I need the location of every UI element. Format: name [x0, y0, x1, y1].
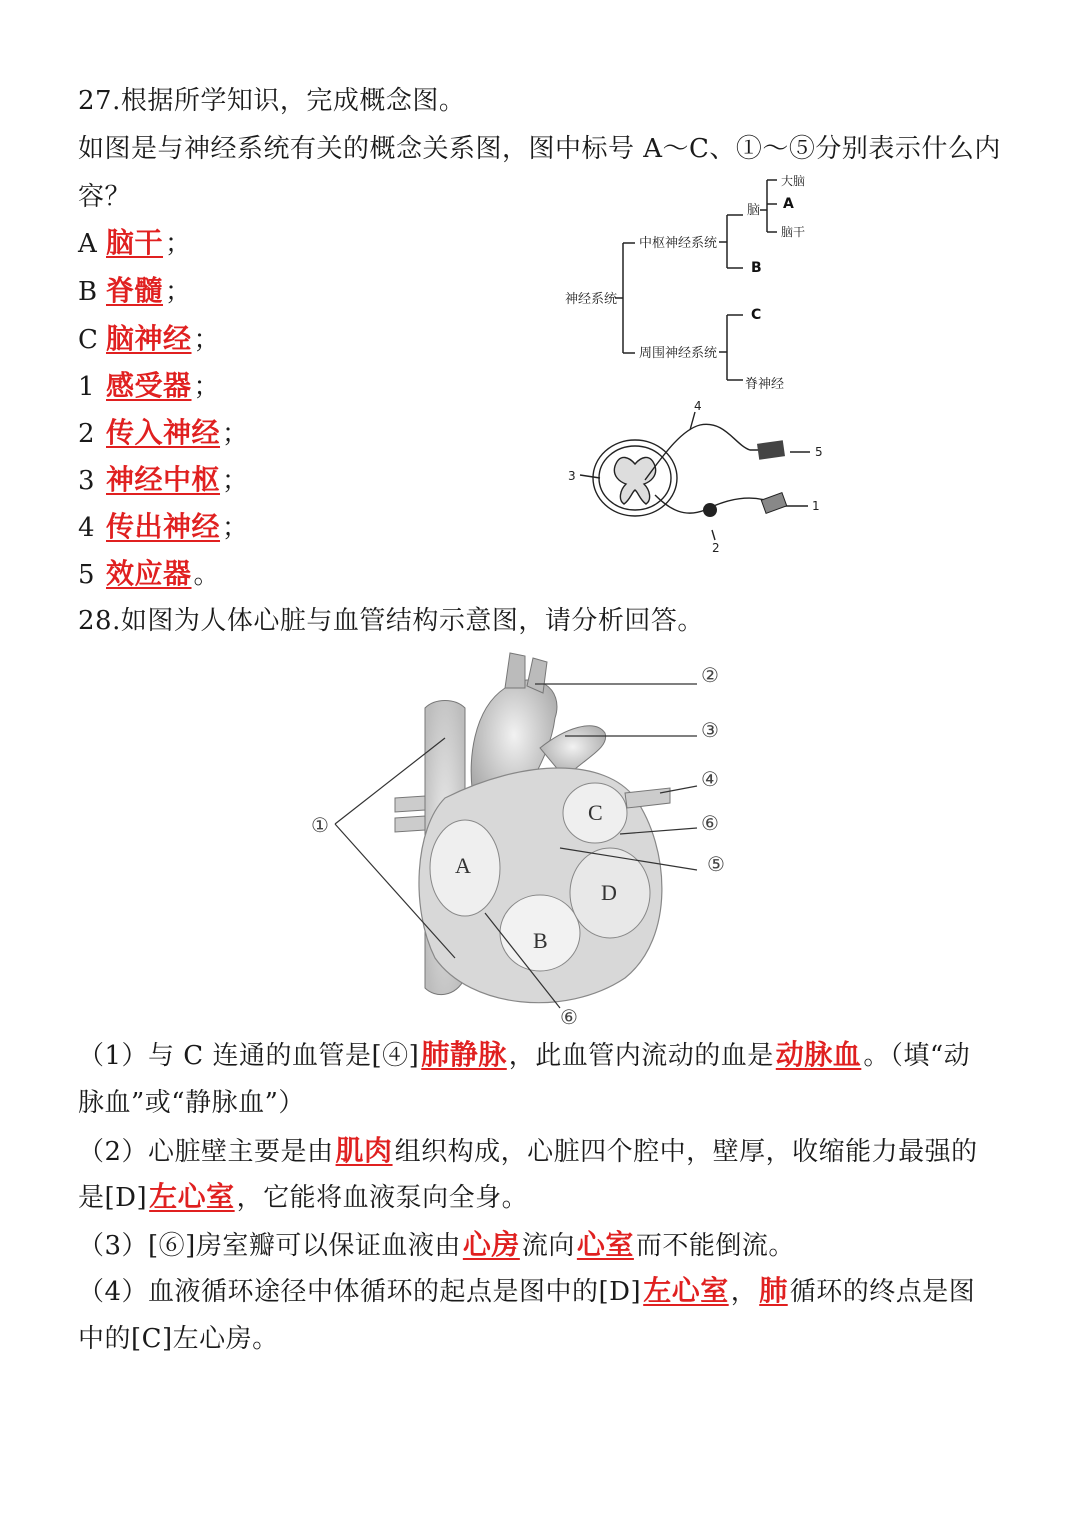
cm-root: 神经系统: [565, 292, 618, 307]
q28-sub3-post: 而不能倒流。: [635, 1231, 795, 1261]
q27-answer-text: 脑神经: [106, 322, 192, 355]
q27-answer-label: B: [78, 277, 98, 307]
q27-answer-row: [78, 463, 249, 498]
q27-answer-row: [78, 416, 249, 451]
q27-answer-text: 传出神经: [106, 510, 221, 543]
heart-chamber-d: D: [601, 880, 617, 905]
q27-answer-text: 效应器: [106, 557, 192, 590]
q27-answer-label: 1: [78, 372, 96, 402]
cm-peripheral: 周围神经系统: [639, 346, 718, 361]
q28-sub3-answer2: 心室: [576, 1228, 634, 1261]
reflex-label-1: 1: [812, 499, 820, 513]
heart-marker-2: ②: [701, 663, 719, 687]
q28-sub1-pre: （1）与 C 连通的血管是[④]: [78, 1041, 420, 1071]
cm-brain: 脑: [747, 203, 761, 218]
q28-sub2-pre: （2）心脏壁主要是由: [78, 1137, 334, 1167]
reflex-arc-diagram: [560, 400, 830, 560]
heart-marker-5: ⑤: [707, 852, 725, 876]
reflex-label-4: 4: [694, 400, 702, 413]
heart-chamber-b: B: [533, 928, 548, 953]
q27-intro-line1: 如图是与神经系统有关的概念关系图，图中标号 A～C、①～⑤分别表示什么内: [78, 134, 1001, 164]
heart-chamber-c: C: [588, 800, 603, 825]
q28-sub4-pre: （4）血液循环途径中体循环的起点是图中的[D]: [78, 1277, 642, 1307]
q28-sub2-mid: 组织构成，心脏四个腔中，壁厚，收缩能力最强的: [394, 1137, 978, 1167]
q28-sub1-line2: 脉血”或“静脉血”）: [78, 1088, 305, 1118]
q28-sub2-answer2: 左心室: [149, 1180, 235, 1213]
q27-answer-row: [78, 369, 220, 404]
q27-answer-label: C: [78, 325, 99, 355]
reflex-label-5: 5: [815, 445, 823, 459]
q27-answer-end: ；: [165, 277, 192, 307]
heart-diagram: [305, 648, 735, 1030]
q28-sub1-answer1: 肺静脉: [421, 1038, 507, 1071]
q28-sub4-post: 循环的终点是图: [789, 1277, 976, 1307]
q28-sub2-line1: [78, 1134, 978, 1169]
q28-title: 28.如图为人体心脏与血管结构示意图，请分析回答。: [78, 606, 704, 636]
q27-answer-end: ；: [193, 325, 221, 355]
q27-answer-label: 4: [78, 513, 96, 543]
cm-brainstem: 脑干: [781, 225, 806, 239]
q27-answer-text: 感受器: [106, 369, 192, 402]
q28-sub2-line2-pre: 是[D]: [78, 1183, 148, 1213]
heart-chamber-a: A: [455, 853, 471, 878]
q28-sub1-post: 。（填“动: [863, 1041, 971, 1071]
q28-sub4-answer1: 左心室: [643, 1274, 729, 1307]
q27-answer-label: 3: [78, 466, 96, 496]
q28-sub2-line2: [78, 1180, 528, 1215]
cm-cerebrum: 大脑: [781, 174, 806, 188]
heart-marker-1: ①: [311, 813, 329, 837]
cm-label-c: C: [751, 307, 762, 323]
q27-title: 27.根据所学知识，完成概念图。: [78, 86, 466, 116]
heart-marker-6a: ⑥: [701, 811, 719, 835]
reflex-label-2: 2: [712, 541, 720, 555]
q27-answer-row: [78, 510, 249, 545]
q28-sub1-line1: [78, 1038, 970, 1073]
q27-answer-label: 5: [78, 560, 96, 590]
q28-sub3-mid: 流向: [521, 1231, 575, 1261]
q28-sub4-line2: 中的[C]左心房。: [78, 1324, 279, 1354]
cm-central: 中枢神经系统: [639, 236, 718, 251]
q28-sub1-answer2: 动脉血: [775, 1038, 862, 1071]
q27-answer-end: ；: [165, 229, 192, 259]
q27-answer-text: 传入神经: [106, 416, 221, 449]
cm-spinal-nerve: 脊神经: [745, 377, 785, 392]
cm-label-a: A: [783, 196, 794, 212]
nervous-system-concept-map: [555, 170, 845, 395]
q28-sub2-answer1: 肌肉: [335, 1134, 393, 1167]
q28-sub4-mid: ，: [730, 1277, 758, 1307]
q27-answer-label: 2: [78, 419, 96, 449]
heart-marker-3: ③: [701, 718, 719, 742]
q27-answer-text: 脊髓: [106, 274, 164, 307]
q27-intro-line2: 容？: [78, 182, 132, 212]
q28-sub3-answer1: 心房: [462, 1228, 520, 1261]
q28-sub3-pre: （3）[⑥]房室瓣可以保证血液由: [78, 1231, 461, 1261]
q27-answer-end: 。: [193, 560, 221, 590]
q27-answer-end: ；: [222, 513, 249, 543]
q28-sub3-line: [78, 1228, 795, 1263]
reflex-label-3: 3: [568, 469, 576, 483]
q28-sub4-line1: [78, 1274, 975, 1309]
q27-answer-row: [78, 274, 192, 309]
q27-answer-text: 神经中枢: [106, 463, 221, 496]
q28-sub1-mid: ，此血管内流动的血是: [508, 1041, 774, 1071]
q27-answer-row: [78, 226, 192, 261]
q27-answer-end: ；: [222, 466, 249, 496]
q27-answer-row: [78, 322, 220, 357]
q27-answer-row: [78, 557, 220, 592]
heart-marker-4: ④: [701, 767, 719, 791]
q28-sub2-line2-post: ，它能将血液泵向全身。: [236, 1183, 529, 1213]
q27-answer-end: ；: [222, 419, 249, 449]
q27-answer-text: 脑干: [106, 226, 164, 259]
q27-answer-label: A: [78, 229, 98, 259]
q28-sub4-answer2: 肺: [759, 1274, 788, 1307]
q27-answer-end: ；: [193, 372, 221, 402]
cm-label-b: B: [751, 260, 762, 276]
heart-marker-6b: ⑥: [560, 1005, 578, 1029]
